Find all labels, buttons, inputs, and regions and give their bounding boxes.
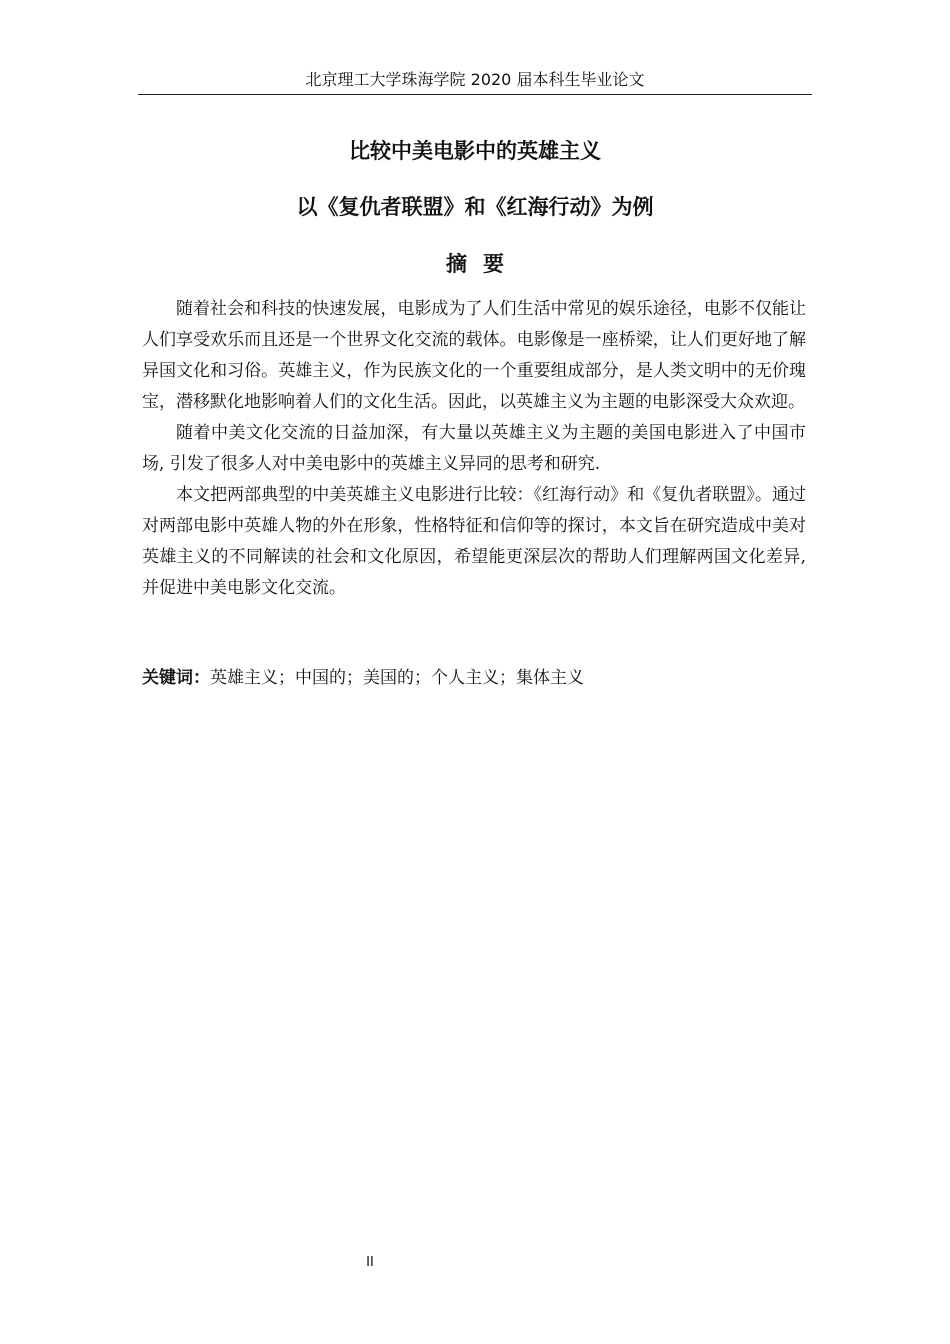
- abstract-paragraph: 随着社会和科技的快速发展，电影成为了人们生活中常见的娱乐途径，电影不仅能让人们享受欢乐而且还是一个世界文化交流的载体。电影像是一座桥梁，让人们更好地了解异国文化和习俗。英雄主义，作为民族文化的一个重要组成部分，是人类文明中的无价瑰宝，潜移默化地影响着人们的文化生活。因此，以英雄主义为主题的电影深受大众欢迎。: [142, 299, 806, 412]
- keywords-label: 关键词：: [142, 668, 210, 688]
- running-header: 北京理工大学珠海学院 2020 届本科生毕业论文: [305, 70, 645, 89]
- abstract-heading: 摘要: [446, 252, 520, 276]
- thesis-subtitle: 以《复仇者联盟》和《红海行动》为例: [296, 195, 654, 219]
- abstract-paragraph: 随着中美文化交流的日益加深，有大量以英雄主义为主题的美国电影进入了中国市场, 引发了很多人对中美电影中的英雄主义异同的思考和研究.: [142, 423, 806, 474]
- header-divider: [138, 94, 812, 95]
- abstract-body: [142, 294, 806, 604]
- thesis-title: 比较中美电影中的英雄主义: [349, 139, 601, 163]
- keywords-value: 英雄主义；中国的；美国的；个人主义；集体主义: [210, 668, 584, 688]
- keywords-line: [142, 664, 806, 692]
- page-number: II: [366, 1255, 374, 1270]
- abstract-paragraph: 本文把两部典型的中美英雄主义电影进行比较：《红海行动》和《复仇者联盟》。通过对两部电影中英雄人物的外在形象，性格特征和信仰等的探讨，本文旨在研究造成中美对英雄主义的不同解读的社会和文化原因，希望能更深层次的帮助人们理解两国文化差异, 并促进中美电影文化交流。: [142, 485, 806, 598]
